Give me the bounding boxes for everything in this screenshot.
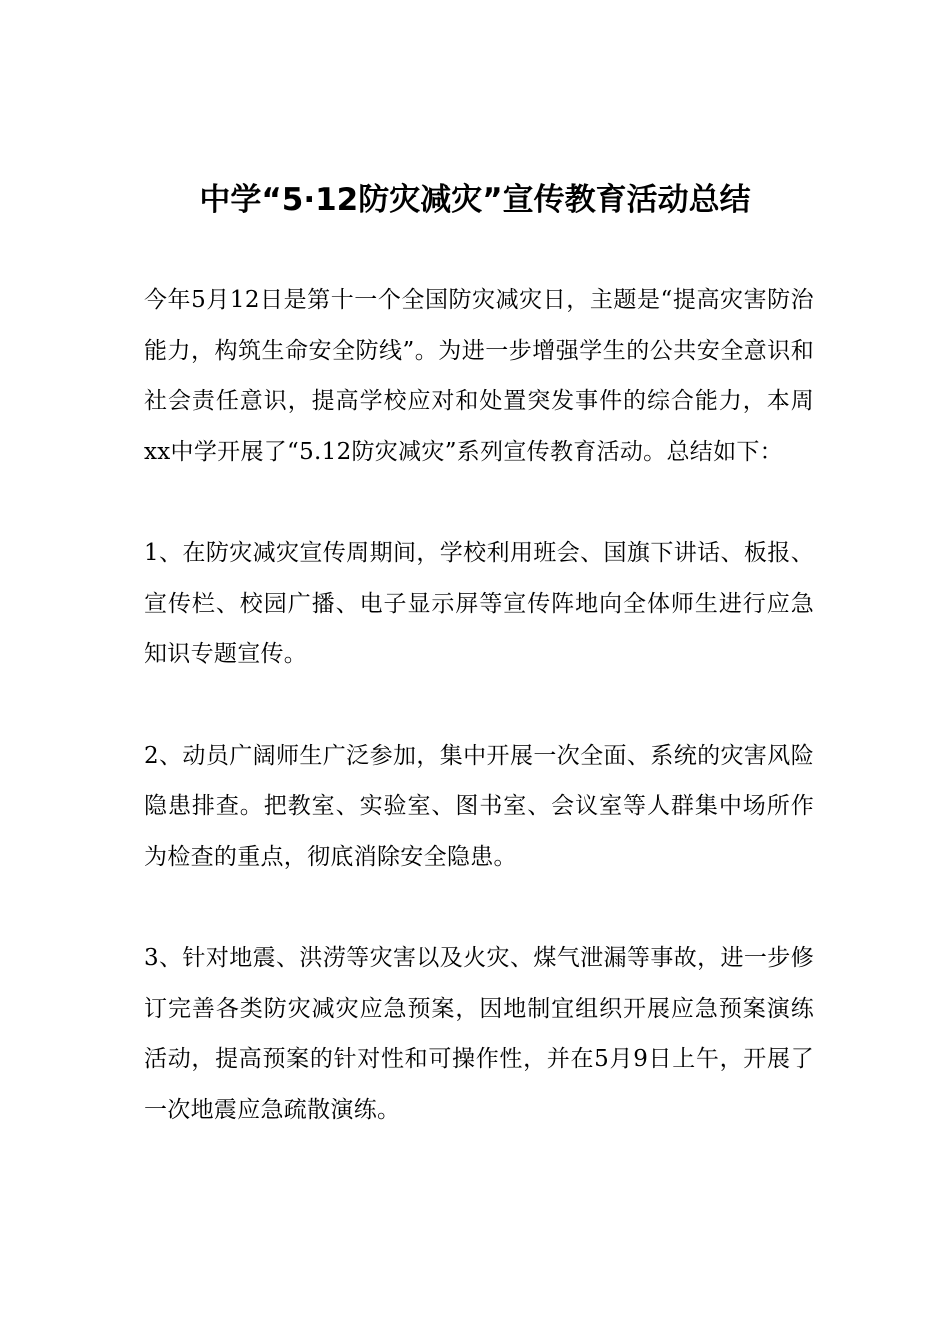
document-body	[144, 275, 814, 1135]
paragraph-item-1: 1、在防灾减灾宣传周期间，学校利用班会、国旗下讲话、板报、宣传栏、校园广播、电子显示屏等宣传阵地向全体师生进行应急知识专题宣传。	[144, 540, 814, 667]
paragraph-item-2: 2、动员广阔师生广泛参加，集中开展一次全面、系统的灾害风险隐患排查。把教室、实验室、图书室、会议室等人群集中场所作为检查的重点，彻底消除安全隐患。	[144, 742, 814, 870]
paragraph-item-3: 3、针对地震、洪涝等灾害以及火灾、煤气泄漏等事故，进一步修订完善各类防灾减灾应急预案，因地制宜组织开展应急预案演练活动，提高预案的针对性和可操作性，并在5月9日上午，开展了一次地震应急疏散演练。	[144, 945, 814, 1123]
document-title: 中学“5·12防灾减灾”宣传教育活动总结	[199, 182, 751, 218]
paragraph-intro: 今年5月12日是第十一个全国防灾减灾日，主题是“提高灾害防治能力，构筑生命安全防线”。为进一步增强学生的公共安全意识和社会责任意识，提高学校应对和处置突发事件的综合能力，本周xx中学开展了“5.12防灾减灾”系列宣传教育活动。总结如下：	[144, 287, 814, 465]
